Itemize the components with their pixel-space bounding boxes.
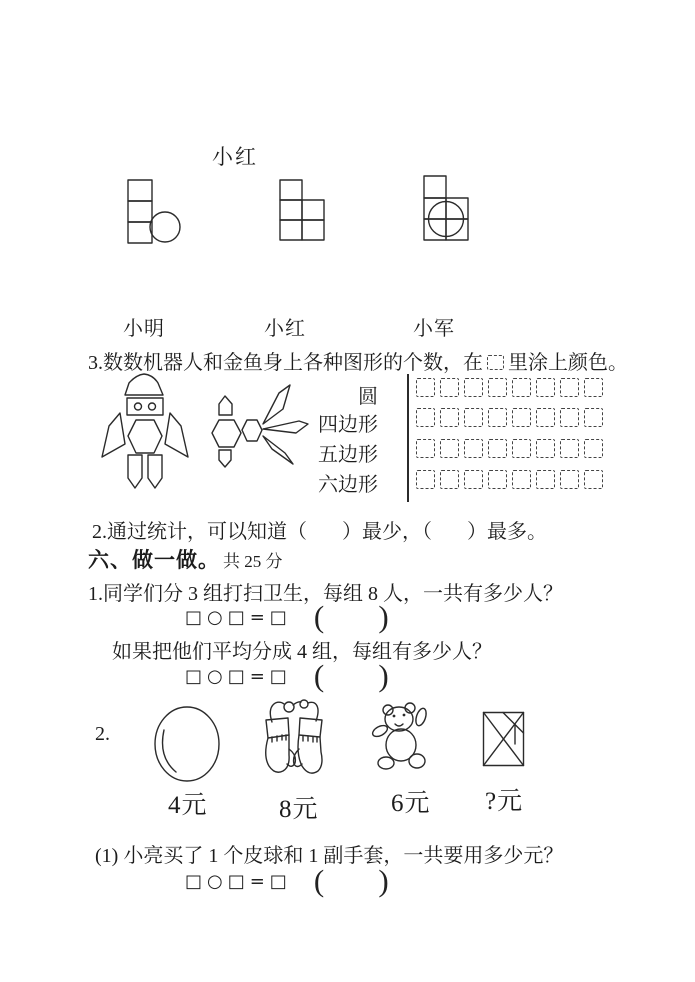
problem-1-followup: 如果把他们平均分成 4 组，每组有多少人？ xyxy=(112,641,492,663)
color-box[interactable] xyxy=(512,378,531,397)
square-shape xyxy=(302,220,324,240)
color-box[interactable] xyxy=(512,408,531,427)
bear-head xyxy=(385,707,413,731)
answer-blank[interactable]: ( ) xyxy=(313,599,389,634)
mittens-drawing xyxy=(258,694,330,786)
shape-label-pentagon: 五边形 xyxy=(318,444,378,466)
right-mitten-cuff xyxy=(299,718,322,737)
robot-figure xyxy=(96,370,196,492)
color-box[interactable] xyxy=(560,439,579,458)
color-box-row-hexagon xyxy=(416,470,603,489)
answer-blank[interactable]: ( ) xyxy=(313,658,389,693)
color-box[interactable] xyxy=(560,378,579,397)
color-box[interactable] xyxy=(488,408,507,427)
figure-name-xiaojun: 小军 xyxy=(413,318,455,340)
color-box-row-pentagon xyxy=(416,439,603,458)
inline-color-box-icon xyxy=(487,355,504,370)
problem-2-number: 2. xyxy=(95,723,110,745)
square-shape xyxy=(128,201,152,222)
equation-boxes[interactable]: □○□=□ xyxy=(185,665,292,687)
bear-foot xyxy=(378,757,394,769)
color-box[interactable] xyxy=(416,408,435,427)
color-box[interactable] xyxy=(536,470,555,489)
fish-top-fin-pentagon xyxy=(219,396,232,415)
pictograph-title: 小红 xyxy=(212,145,258,169)
robot-left-leg-pentagon xyxy=(128,455,142,488)
bear-eye xyxy=(403,714,406,717)
bear-raised-arm xyxy=(414,707,428,727)
square-shape xyxy=(280,220,302,240)
bear-arm xyxy=(371,723,389,738)
problem-1-question: 1.同学们分 3 组打扫卫生，每组 8 人，一共有多少人？ xyxy=(88,583,563,605)
square-shape xyxy=(424,176,446,198)
color-box[interactable] xyxy=(488,439,507,458)
bear-eye xyxy=(393,715,396,718)
color-box[interactable] xyxy=(440,470,459,489)
color-box[interactable] xyxy=(584,378,603,397)
section-six-points: 共 25 分 xyxy=(223,552,283,571)
robot-face-rectangle xyxy=(127,398,163,415)
robot-right-arm-quad xyxy=(165,413,188,457)
circle-shape xyxy=(150,212,180,242)
shape-label-quad: 四边形 xyxy=(318,414,378,436)
equation-boxes[interactable]: □○□=□ xyxy=(185,606,292,628)
fish-bottom-fin-pentagon xyxy=(219,450,231,467)
fish-lower-tail-quad xyxy=(263,436,293,464)
fish-head-hexagon xyxy=(242,420,262,441)
bear-mouth xyxy=(395,724,403,726)
robot-right-leg-pentagon xyxy=(148,455,162,488)
tangram-drawing xyxy=(482,711,526,769)
robot-left-arm-quad xyxy=(102,413,125,457)
figure-name-xiaoming: 小明 xyxy=(123,318,165,340)
section-six-title: 六、做一做。 xyxy=(88,548,220,572)
price-mittens: 8元 xyxy=(279,796,319,823)
section-six-heading xyxy=(88,544,283,574)
color-box[interactable] xyxy=(464,470,483,489)
color-box[interactable] xyxy=(440,378,459,397)
shape-label-hexagon: 六边形 xyxy=(318,474,378,496)
color-box[interactable] xyxy=(440,439,459,458)
color-box[interactable] xyxy=(464,439,483,458)
robot-eye-circle xyxy=(149,403,156,410)
string-loop xyxy=(284,702,294,712)
color-box[interactable] xyxy=(536,439,555,458)
robot-eye-circle xyxy=(135,403,142,410)
color-box[interactable] xyxy=(584,408,603,427)
xiaojun-block-figure xyxy=(420,172,472,244)
equation-boxes[interactable]: □○□=□ xyxy=(185,870,292,892)
bear-ear xyxy=(383,705,393,715)
color-box[interactable] xyxy=(416,470,435,489)
right-mitten-body xyxy=(298,735,322,773)
color-box[interactable] xyxy=(536,408,555,427)
color-box[interactable] xyxy=(584,439,603,458)
robot-hat-pentagon xyxy=(125,374,163,395)
shape-label-circle: 圆 xyxy=(358,386,378,408)
color-box[interactable] xyxy=(488,470,507,489)
xiaohong-block-figure xyxy=(278,176,328,248)
xiaoming-block-figure xyxy=(126,176,184,252)
square-shape xyxy=(128,180,152,201)
goldfish-figure xyxy=(205,383,313,471)
color-box[interactable] xyxy=(464,408,483,427)
ball-drawing xyxy=(150,702,225,787)
equation-line-1 xyxy=(185,601,389,633)
price-tangram: ?元 xyxy=(485,788,524,815)
price-ball: 4元 xyxy=(168,792,208,819)
color-box[interactable] xyxy=(416,378,435,397)
square-shape xyxy=(128,222,152,243)
answer-blank[interactable]: ( ) xyxy=(313,863,389,898)
ball-highlight-arc xyxy=(163,730,177,772)
color-box[interactable] xyxy=(536,378,555,397)
ball-outline xyxy=(155,707,219,781)
color-box-row-quad xyxy=(416,408,603,427)
color-box-row-circle xyxy=(416,378,603,397)
color-box[interactable] xyxy=(464,378,483,397)
question-3-suffix: 里涂上颜色。 xyxy=(508,352,628,374)
color-box[interactable] xyxy=(512,470,531,489)
color-box[interactable] xyxy=(488,378,507,397)
square-shape xyxy=(302,200,324,220)
fish-middle-tail-quad xyxy=(263,421,308,433)
equation-line-2 xyxy=(185,660,389,692)
color-box[interactable] xyxy=(560,470,579,489)
color-box[interactable] xyxy=(416,439,435,458)
figure-name-xiaohong: 小红 xyxy=(264,318,306,340)
fish-body-hexagon xyxy=(212,420,241,447)
tally-divider-line xyxy=(407,374,409,502)
robot-body-hexagon xyxy=(128,420,162,453)
fish-upper-tail-quad xyxy=(263,385,290,424)
bear-foot xyxy=(409,754,425,768)
color-box[interactable] xyxy=(560,408,579,427)
question-3-prefix: 3.数数机器人和金鱼身上各种图形的个数，在 xyxy=(88,352,483,374)
teddy-bear-drawing xyxy=(372,700,434,774)
color-box[interactable] xyxy=(512,439,531,458)
square-shape xyxy=(280,180,302,200)
color-box[interactable] xyxy=(584,470,603,489)
color-box[interactable] xyxy=(440,408,459,427)
price-bear: 6元 xyxy=(391,790,431,817)
equation-line-3 xyxy=(185,865,389,897)
question-2-statistic: 2.通过统计，可以知道（ ）最少，（ ）最多。 xyxy=(92,521,547,543)
square-shape xyxy=(280,200,302,220)
string-loop xyxy=(300,700,308,708)
problem-2-sub1: (1) 小亮买了 1 个皮球和 1 副手套，一共要用多少元？ xyxy=(95,845,564,867)
